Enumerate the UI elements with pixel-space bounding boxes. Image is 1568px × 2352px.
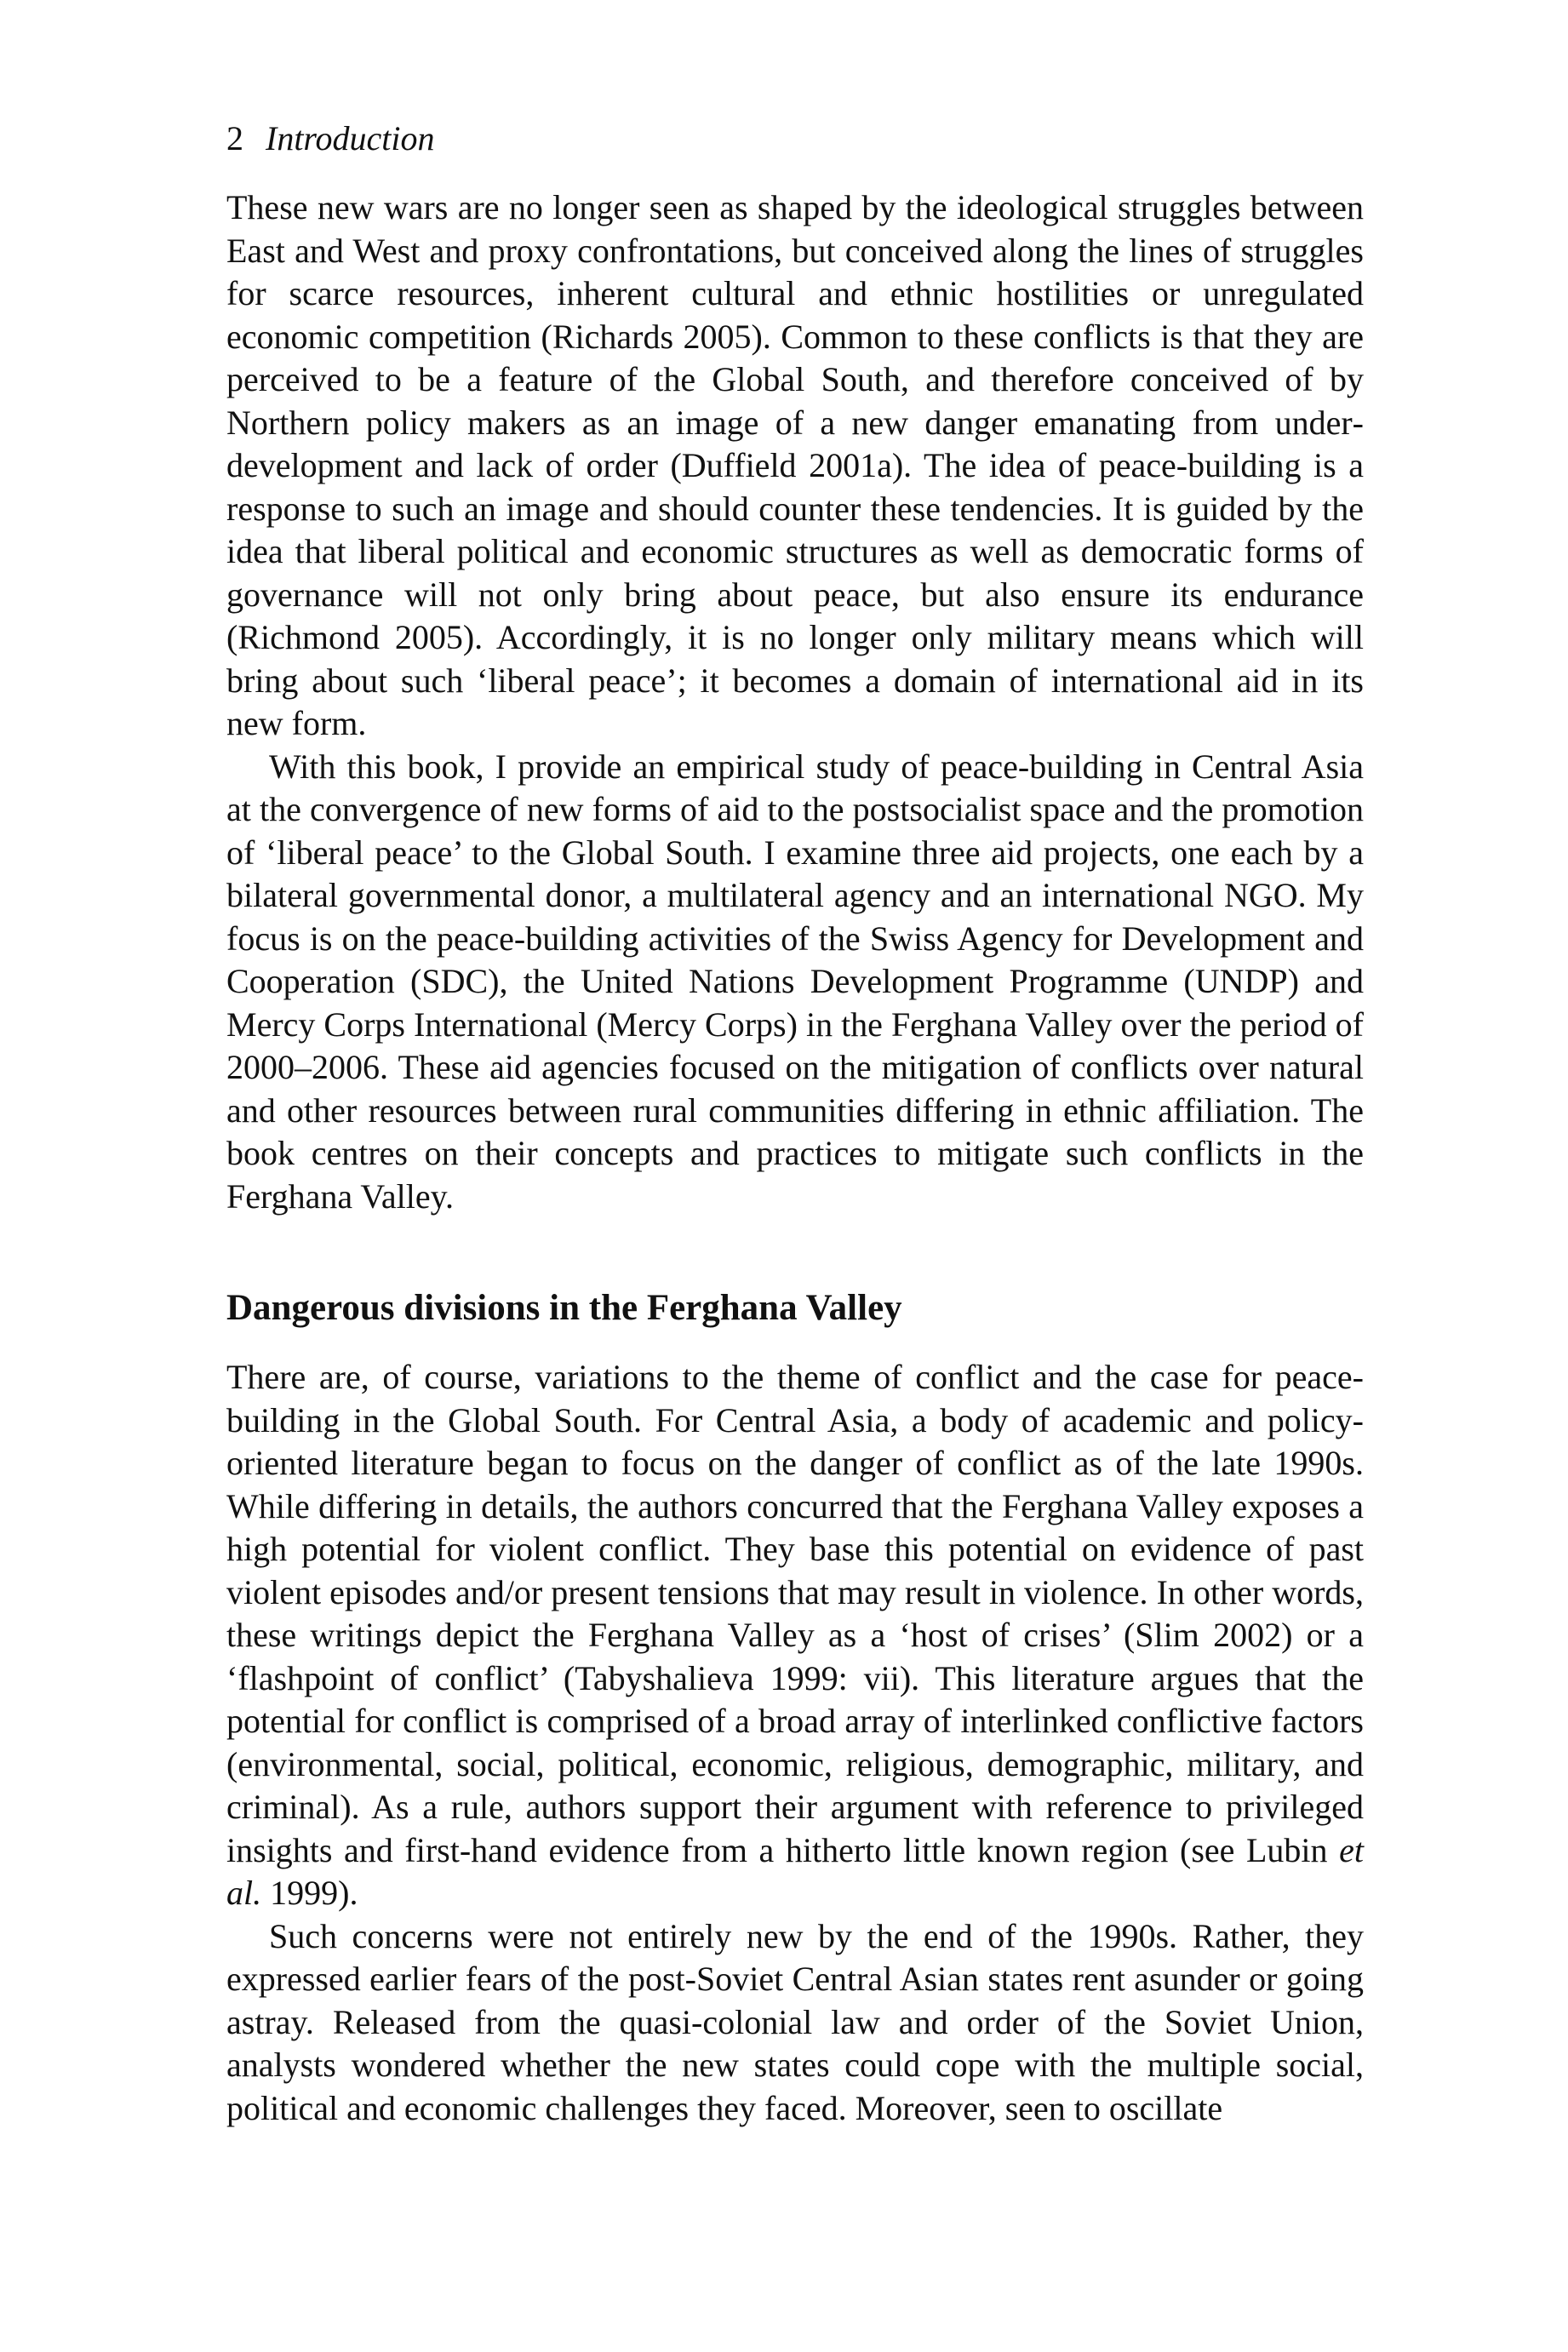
body-paragraph bbox=[226, 1356, 1364, 1915]
body-paragraph: These new wars are no longer seen as shaped by the ideological struggles between East and West and proxy confrontations, but conceived along the lines of struggles for scarce resources, inherent cultural and ethnic hostilities or unregulated economic competition (Richards 2005). Common to these conflicts is that they are perceived to be a feature of the Global South, and therefore conceived of by Northern policy makers as an image of a new danger emanating from underdevelopment and lack of order (Duffield 2001a). The idea of peace-building is a response to such an image and should counter these tendencies. It is guided by the idea that liberal political and economic structures as well as democratic forms of governance will not only bring about peace, but also ensure its endurance (Richmond 2005). Accordingly, it is no longer only military means which will bring about such ‘liberal peace’; it becomes a domain of international aid in its new form. bbox=[226, 188, 1364, 742]
section-heading: Dangerous divisions in the Ferghana Valley bbox=[226, 1288, 902, 1328]
running-head-title: Introduction bbox=[266, 119, 435, 157]
paragraph-text: There are, of course, variations to the theme of conflict and the case for peacebuilding in the Global South. For Central Asia, a body of academic and policy-oriented literature began to focus on the danger of conflict as of the late 1990s. While differing in details, the authors concurred that the Ferghana Valley exposes a high potential for violent conflict. They base this potential on evidence of past violent episodes and/or present tensions that may result in violence. In other words, these writings depict the Ferghana Valley as a ‘host of crises’ (Slim 2002) or a ‘flashpoint of conflict’ (Tabyshalieva 1999: vii). This literature argues that the potential for conflict is comprised of a broad array of interlinked conflictive factors (environmental, social, political, economic, religious, demographic, military, and criminal). As a rule, authors support their argument with reference to privileged insights and first-hand evidence from a hitherto little known region (see Lubin bbox=[226, 1358, 1364, 1869]
running-head bbox=[226, 115, 1364, 163]
book-page bbox=[226, 115, 1364, 2130]
emphasis-text: et al. bbox=[226, 1830, 1364, 1912]
body-paragraph: With this book, I provide an empirical study of peace-building in Central Asia at the convergence of new forms of aid to the postsocialist space and the promotion of ‘liberal peace’ to the Global South. I examine three aid projects, one each by a bilateral governmental donor, a multilateral agency and an international NGO. My focus is on the peace-building activities of the Swiss Agency for Development and Cooperation (SDC), the United Nations Development Programme (UNDP) and Mercy Corps International (Mercy Corps) in the Ferghana Valley over the period of 2000–2006. These aid agencies focused on the mitigation of conflicts over natural and other resources between rural communities differing in ethnic affiliation. The book centres on their concepts and practices to mitigate such conflicts in the Ferghana Valley. bbox=[226, 747, 1364, 1216]
page-number: 2 bbox=[226, 119, 243, 157]
body-paragraph: Such concerns were not entirely new by the end of the 1990s. Rather, they expressed earlier fears of the post-Soviet Central Asian states rent asunder or going astray. Released from the quasi-colonial law and order of the Soviet Union, analysts wondered whether the new states could cope with the multiple social, political and economic challenges they faced. Moreover, seen to oscillate bbox=[226, 1916, 1364, 2127]
paragraph-text: 1999). bbox=[261, 1874, 358, 1912]
